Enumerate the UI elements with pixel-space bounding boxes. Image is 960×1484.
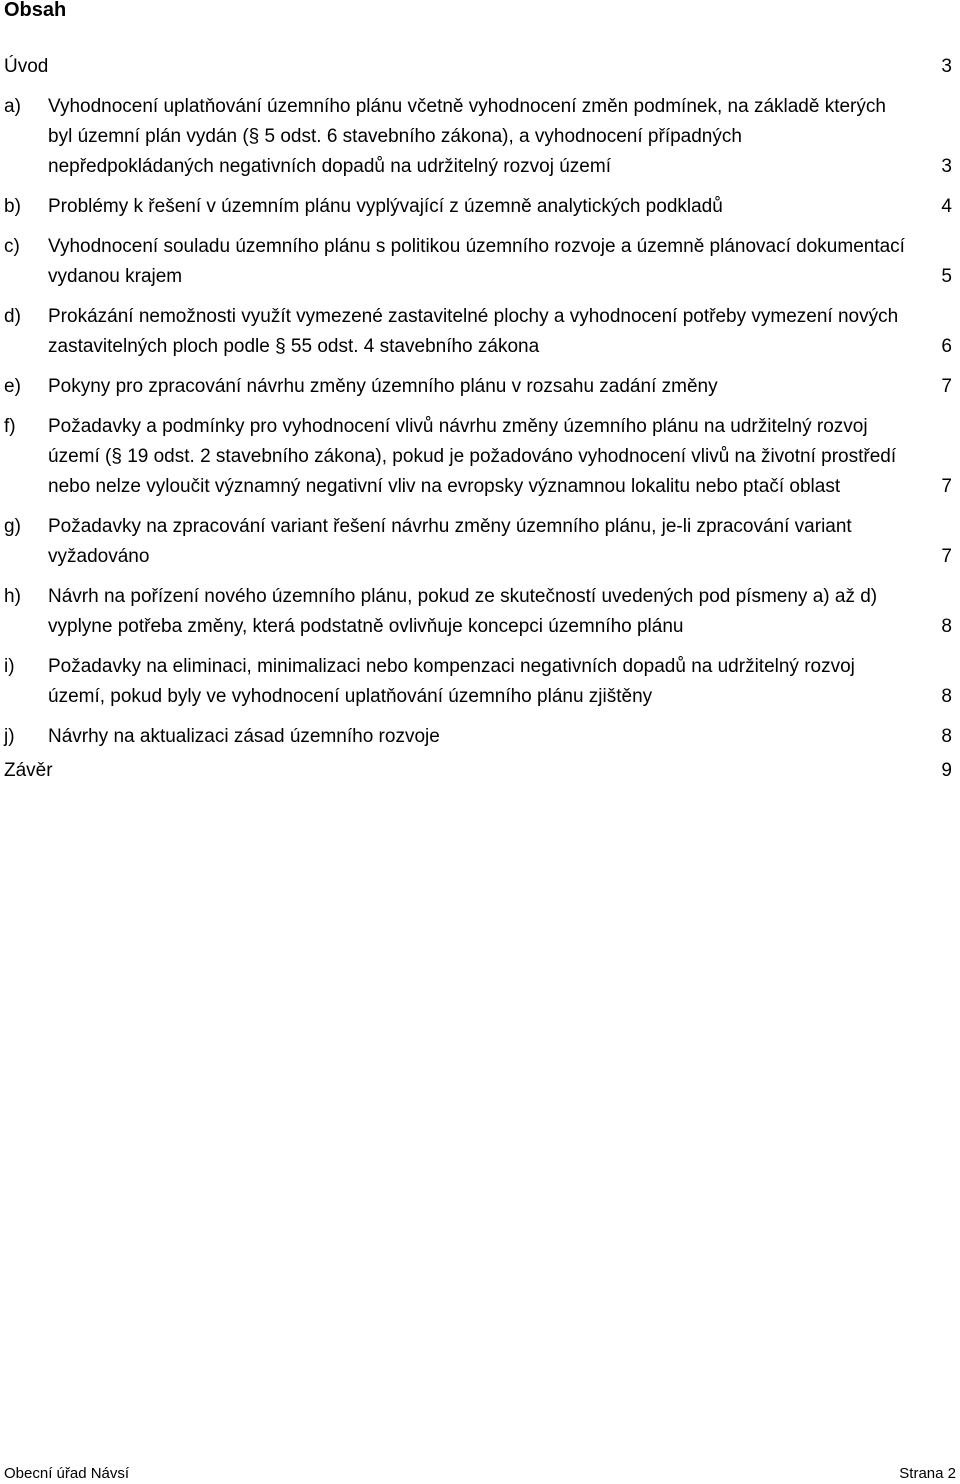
footer-office-name: Obecní úřad Návsí xyxy=(4,1465,130,1482)
page-footer xyxy=(4,1464,956,1484)
toc-entry-page: 8 xyxy=(941,726,952,747)
toc-entry-page: 3 xyxy=(941,156,952,177)
toc-entry-text: Pokyny pro zpracování návrhu změny územního plánu v rozsahu zadání změny xyxy=(48,376,718,397)
toc-entry-g[interactable] xyxy=(4,512,952,572)
toc-entry-page: 4 xyxy=(941,196,952,217)
toc-entry-h[interactable] xyxy=(4,582,952,642)
toc-entry-marker: b) xyxy=(4,196,21,217)
toc-entry-marker: j) xyxy=(4,726,15,747)
toc-entry-text: Závěr xyxy=(4,760,53,781)
toc-entry-marker: e) xyxy=(4,376,21,397)
toc-entry-text: Úvod xyxy=(4,56,49,77)
toc-entry-page: 5 xyxy=(941,266,952,287)
toc-entry-page: 7 xyxy=(941,476,952,497)
toc-entry-marker: c) xyxy=(4,236,20,257)
toc-entry-page: 6 xyxy=(941,336,952,357)
toc-entry-c[interactable] xyxy=(4,232,952,292)
toc-entry-marker: d) xyxy=(4,306,21,327)
toc-entry-text: Prokázání nemožnosti využít vymezené zastavitelné plochy a vyhodnocení potřeby vymezení nových zastavitelných ploch podle § 55 odst. 4 stavebního zákona xyxy=(48,306,899,357)
toc-entry-b[interactable] xyxy=(4,192,952,222)
toc-entry-text: Požadavky a podmínky pro vyhodnocení vlivů návrhu změny územního plánu na udržitelný rozvoj území (§ 19 odst. 2 stavebního zákona), pokud je požadováno vyhodnocení vlivů na životní prostředí nebo nelze vyloučit významný negativní vliv na evropsky významnou lokalitu nebo ptačí oblast xyxy=(48,416,897,497)
toc-entry-text: Návrhy na aktualizaci zásad územního rozvoje xyxy=(48,726,440,747)
page-title: Obsah xyxy=(4,0,67,21)
toc-entry-text: Vyhodnocení souladu územního plánu s politikou územního rozvoje a územně plánovací dokumentací vydanou krajem xyxy=(48,236,905,287)
toc-entry-e[interactable] xyxy=(4,372,952,402)
toc-entry-text: Požadavky na zpracování variant řešení návrhu změny územního plánu, je-li zpracování variant vyžadováno xyxy=(48,516,852,567)
toc-entry-d[interactable] xyxy=(4,302,952,362)
toc-entry-page: 8 xyxy=(941,686,952,707)
toc-entry-f[interactable] xyxy=(4,412,952,502)
toc-entry-page: 7 xyxy=(941,546,952,567)
toc-entry-marker: g) xyxy=(4,516,21,537)
toc-entry-intro[interactable] xyxy=(4,52,952,82)
toc-entry-marker: f) xyxy=(4,416,16,437)
table-of-contents xyxy=(4,52,952,786)
toc-entry-text: Vyhodnocení uplatňování územního plánu včetně vyhodnocení změn podmínek, na základě kterých byl územní plán vydán (§ 5 odst. 6 stavebního zákona), a vyhodnocení případných nepředpokládaných negativních dopadů na udržitelný rozvoj území xyxy=(48,96,886,177)
toc-entry-text: Návrh na pořízení nového územního plánu, pokud ze skutečností uvedených pod písmeny a) až d) vyplyne potřeba změny, která podstatně ovlivňuje koncepci územního plánu xyxy=(48,586,878,637)
toc-entry-page: 3 xyxy=(941,56,952,77)
toc-entry-j[interactable] xyxy=(4,722,952,752)
toc-entry-conclusion[interactable] xyxy=(4,756,952,786)
toc-entry-text: Problémy k řešení v územním plánu vyplývající z územně analytických podkladů xyxy=(48,196,723,217)
toc-entry-page: 9 xyxy=(941,760,952,781)
toc-entry-i[interactable] xyxy=(4,652,952,712)
toc-entry-a[interactable] xyxy=(4,92,952,182)
toc-entry-marker: h) xyxy=(4,586,21,607)
toc-entry-page: 7 xyxy=(941,376,952,397)
toc-entry-marker: a) xyxy=(4,96,21,117)
toc-entry-text: Požadavky na eliminaci, minimalizaci nebo kompenzaci negativních dopadů na udržitelný rozvoj území, pokud byly ve vyhodnocení uplatňování územního plánu zjištěny xyxy=(48,656,855,707)
footer-page-number: Strana 2 xyxy=(899,1465,956,1482)
toc-entry-marker: i) xyxy=(4,656,15,677)
toc-entry-page: 8 xyxy=(941,616,952,637)
